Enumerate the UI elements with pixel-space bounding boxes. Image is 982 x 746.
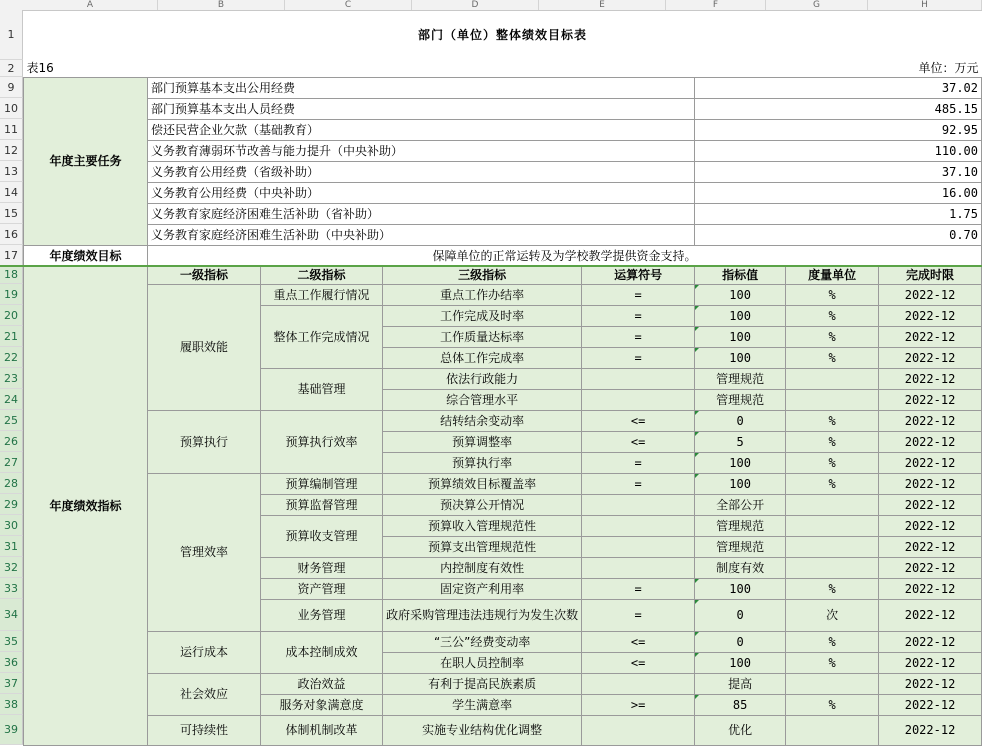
level2-cell[interactable]: 成本控制成效 xyxy=(260,631,382,673)
indicator-row xyxy=(24,473,982,494)
deadline-cell[interactable]: 2022-12 xyxy=(879,652,982,673)
level1-cell[interactable]: 可持续性 xyxy=(148,715,261,745)
task-name[interactable]: 义务教育薄弱环节改善与能力提升（中央补助） xyxy=(148,140,695,161)
task-name[interactable]: 部门预算基本支出人员经费 xyxy=(148,98,695,119)
row-header[interactable]: 23 xyxy=(0,368,23,389)
row-header[interactable]: 17 xyxy=(0,245,23,266)
unit-cell[interactable]: % xyxy=(786,284,879,305)
deadline-cell[interactable]: 2022-12 xyxy=(879,284,982,305)
operator-cell[interactable]: = xyxy=(582,578,695,599)
header-level2[interactable]: 二级指标 xyxy=(260,266,382,284)
column-header-e[interactable]: E xyxy=(539,0,666,10)
row-header[interactable]: 16 xyxy=(0,224,23,245)
level3-cell[interactable]: 预决算公开情况 xyxy=(383,494,582,515)
operator-cell[interactable] xyxy=(582,389,695,410)
level3-cell[interactable]: 内控制度有效性 xyxy=(383,557,582,578)
row-header[interactable]: 10 xyxy=(0,98,23,119)
value-cell[interactable]: 全部公开 xyxy=(695,494,786,515)
unit-cell[interactable]: % xyxy=(786,694,879,715)
level1-cell[interactable]: 社会效应 xyxy=(148,673,261,715)
header-level1[interactable]: 一级指标 xyxy=(148,266,261,284)
value-cell[interactable]: 100 xyxy=(695,347,786,368)
task-amount[interactable]: 110.00 xyxy=(695,140,982,161)
indicator-row xyxy=(24,631,982,652)
task-row xyxy=(24,98,982,119)
operator-cell[interactable]: = xyxy=(582,284,695,305)
row-header[interactable]: 31 xyxy=(0,536,23,557)
operator-cell[interactable] xyxy=(582,494,695,515)
value-cell[interactable]: 100 xyxy=(695,473,786,494)
goal-row xyxy=(24,245,982,266)
row-header[interactable]: 9 xyxy=(0,77,23,98)
unit-cell[interactable]: % xyxy=(786,305,879,326)
unit-cell[interactable]: % xyxy=(786,410,879,431)
level2-cell[interactable]: 预算监督管理 xyxy=(260,494,382,515)
operator-cell[interactable] xyxy=(582,515,695,536)
task-row xyxy=(24,224,982,245)
value-cell[interactable]: 管理规范 xyxy=(695,368,786,389)
level3-cell[interactable]: 工作完成及时率 xyxy=(383,305,582,326)
value-cell[interactable]: 制度有效 xyxy=(695,557,786,578)
unit-cell[interactable]: % xyxy=(786,578,879,599)
task-amount[interactable]: 37.10 xyxy=(695,161,982,182)
level3-cell[interactable]: 在职人员控制率 xyxy=(383,652,582,673)
column-header-d[interactable]: D xyxy=(412,0,539,10)
task-amount[interactable]: 1.75 xyxy=(695,203,982,224)
deadline-cell[interactable]: 2022-12 xyxy=(879,368,982,389)
level2-cell[interactable]: 业务管理 xyxy=(260,599,382,631)
task-name[interactable]: 义务教育公用经费（省级补助） xyxy=(148,161,695,182)
unit-cell[interactable] xyxy=(786,715,879,745)
unit-cell[interactable]: % xyxy=(786,452,879,473)
task-amount[interactable]: 37.02 xyxy=(695,77,982,98)
unit-cell[interactable]: % xyxy=(786,652,879,673)
value-cell[interactable]: 管理规范 xyxy=(695,536,786,557)
deadline-cell[interactable]: 2022-12 xyxy=(879,452,982,473)
level1-cell[interactable]: 履职效能 xyxy=(148,284,261,410)
row-header[interactable]: 32 xyxy=(0,557,23,578)
operator-cell[interactable]: >= xyxy=(582,694,695,715)
operator-cell[interactable] xyxy=(582,673,695,694)
indicator-row xyxy=(24,715,982,745)
level3-cell[interactable]: 有利于提高民族素质 xyxy=(383,673,582,694)
task-amount[interactable]: 485.15 xyxy=(695,98,982,119)
value-cell[interactable]: 0 xyxy=(695,599,786,631)
level3-cell[interactable]: 综合管理水平 xyxy=(383,389,582,410)
row-header[interactable]: 34 xyxy=(0,599,23,631)
row-header[interactable]: 28 xyxy=(0,473,23,494)
level2-cell[interactable]: 预算收支管理 xyxy=(260,515,382,557)
level2-cell[interactable]: 重点工作履行情况 xyxy=(260,284,382,305)
row-header[interactable]: 22 xyxy=(0,347,23,368)
unit-cell[interactable] xyxy=(786,494,879,515)
operator-cell[interactable] xyxy=(582,368,695,389)
value-cell[interactable]: 85 xyxy=(695,694,786,715)
row-header[interactable]: 25 xyxy=(0,410,23,431)
column-header-f[interactable]: F xyxy=(666,0,766,10)
level2-cell[interactable]: 资产管理 xyxy=(260,578,382,599)
selection-border xyxy=(0,265,982,267)
value-cell[interactable]: 100 xyxy=(695,652,786,673)
level3-cell[interactable]: 结转结余变动率 xyxy=(383,410,582,431)
operator-cell[interactable]: = xyxy=(582,305,695,326)
unit-cell[interactable] xyxy=(786,557,879,578)
row-header[interactable]: 35 xyxy=(0,631,23,652)
value-cell[interactable]: 0 xyxy=(695,410,786,431)
tasks-label[interactable]: 年度主要任务 xyxy=(24,77,148,245)
level3-cell[interactable]: 依法行政能力 xyxy=(383,368,582,389)
operator-cell[interactable] xyxy=(582,715,695,745)
value-cell[interactable]: 100 xyxy=(695,284,786,305)
level3-cell[interactable]: “三公”经费变动率 xyxy=(383,631,582,652)
operator-cell[interactable] xyxy=(582,536,695,557)
level3-cell[interactable]: 实施专业结构优化调整 xyxy=(383,715,582,745)
level3-cell[interactable]: 固定资产利用率 xyxy=(383,578,582,599)
level3-cell[interactable]: 预算收入管理规范性 xyxy=(383,515,582,536)
indicator-row xyxy=(24,673,982,694)
column-header-g[interactable]: G xyxy=(766,0,868,10)
row-header[interactable]: 15 xyxy=(0,203,23,224)
operator-cell[interactable]: = xyxy=(582,599,695,631)
row-header[interactable]: 27 xyxy=(0,452,23,473)
task-row xyxy=(24,77,982,98)
level3-cell[interactable]: 预算绩效目标覆盖率 xyxy=(383,473,582,494)
row-header[interactable]: 26 xyxy=(0,431,23,452)
unit-cell[interactable]: 次 xyxy=(786,599,879,631)
deadline-cell[interactable]: 2022-12 xyxy=(879,631,982,652)
deadline-cell[interactable]: 2022-12 xyxy=(879,410,982,431)
task-name[interactable]: 义务教育家庭经济困难生活补助（省补助） xyxy=(148,203,695,224)
value-cell[interactable]: 提高 xyxy=(695,673,786,694)
task-amount[interactable]: 0.70 xyxy=(695,224,982,245)
deadline-cell[interactable]: 2022-12 xyxy=(879,694,982,715)
column-header-h[interactable]: H xyxy=(868,0,982,10)
deadline-cell[interactable]: 2022-12 xyxy=(879,494,982,515)
operator-cell[interactable]: <= xyxy=(582,652,695,673)
level2-cell[interactable]: 财务管理 xyxy=(260,557,382,578)
level2-cell[interactable]: 体制机制改革 xyxy=(260,715,382,745)
row-header[interactable]: 12 xyxy=(0,140,23,161)
task-row xyxy=(24,119,982,140)
row-header[interactable]: 13 xyxy=(0,161,23,182)
operator-cell[interactable]: <= xyxy=(582,410,695,431)
row-header[interactable]: 18 xyxy=(0,266,23,284)
unit-cell[interactable] xyxy=(786,515,879,536)
level1-cell[interactable]: 运行成本 xyxy=(148,631,261,673)
row-header[interactable]: 19 xyxy=(0,284,23,305)
row-header[interactable]: 29 xyxy=(0,494,23,515)
task-row xyxy=(24,203,982,224)
deadline-cell[interactable]: 2022-12 xyxy=(879,715,982,745)
task-name[interactable]: 偿还民营企业欠款（基础教育） xyxy=(148,119,695,140)
level2-cell[interactable]: 服务对象满意度 xyxy=(260,694,382,715)
unit-label[interactable]: 单位：万元 xyxy=(918,61,979,76)
level1-cell[interactable]: 管理效率 xyxy=(148,473,261,631)
level3-cell[interactable]: 总体工作完成率 xyxy=(383,347,582,368)
deadline-cell[interactable]: 2022-12 xyxy=(879,673,982,694)
value-cell[interactable]: 管理规范 xyxy=(695,389,786,410)
meta-row xyxy=(24,60,982,77)
task-row xyxy=(24,161,982,182)
row-header[interactable]: 37 xyxy=(0,673,23,694)
operator-cell[interactable]: <= xyxy=(582,431,695,452)
deadline-cell[interactable]: 2022-12 xyxy=(879,389,982,410)
unit-cell[interactable] xyxy=(786,389,879,410)
task-row xyxy=(24,140,982,161)
task-row xyxy=(24,182,982,203)
unit-cell[interactable]: % xyxy=(786,347,879,368)
unit-cell[interactable] xyxy=(786,368,879,389)
level2-cell[interactable]: 基础管理 xyxy=(260,368,382,410)
level2-cell[interactable]: 预算执行效率 xyxy=(260,410,382,473)
table-number[interactable]: 表16 xyxy=(26,61,54,76)
level3-cell[interactable]: 工作质量达标率 xyxy=(383,326,582,347)
goal-text[interactable]: 保障单位的正常运转及为学校教学提供资金支持。 xyxy=(148,245,982,266)
indicator-row xyxy=(24,284,982,305)
row-header[interactable]: 2 xyxy=(0,60,23,77)
task-name[interactable]: 部门预算基本支出公用经费 xyxy=(148,77,695,98)
header-value[interactable]: 指标值 xyxy=(695,266,786,284)
unit-cell[interactable]: % xyxy=(786,473,879,494)
header-unit[interactable]: 度量单位 xyxy=(786,266,879,284)
level3-cell[interactable]: 预算调整率 xyxy=(383,431,582,452)
level2-cell[interactable]: 政治效益 xyxy=(260,673,382,694)
operator-cell[interactable] xyxy=(582,557,695,578)
unit-cell[interactable] xyxy=(786,673,879,694)
operator-cell[interactable]: = xyxy=(582,326,695,347)
indicator-header-row xyxy=(24,266,982,284)
operator-cell[interactable]: = xyxy=(582,347,695,368)
header-operator[interactable]: 运算符号 xyxy=(582,266,695,284)
level2-cell[interactable]: 整体工作完成情况 xyxy=(260,305,382,368)
row-header[interactable]: 1 xyxy=(0,10,23,60)
goal-label[interactable]: 年度绩效目标 xyxy=(24,245,148,266)
level3-cell[interactable]: 重点工作办结率 xyxy=(383,284,582,305)
value-cell[interactable]: 100 xyxy=(695,305,786,326)
level1-cell[interactable]: 预算执行 xyxy=(148,410,261,473)
row-header[interactable]: 20 xyxy=(0,305,23,326)
row-header[interactable]: 36 xyxy=(0,652,23,673)
unit-cell[interactable]: % xyxy=(786,431,879,452)
task-name[interactable]: 义务教育公用经费（中央补助） xyxy=(148,182,695,203)
deadline-cell[interactable]: 2022-12 xyxy=(879,536,982,557)
task-amount[interactable]: 16.00 xyxy=(695,182,982,203)
unit-cell[interactable]: % xyxy=(786,631,879,652)
deadline-cell[interactable]: 2022-12 xyxy=(879,347,982,368)
column-header-b[interactable]: B xyxy=(158,0,285,10)
row-header[interactable]: 33 xyxy=(0,578,23,599)
operator-cell[interactable]: <= xyxy=(582,631,695,652)
row-header[interactable]: 30 xyxy=(0,515,23,536)
row-header[interactable]: 21 xyxy=(0,326,23,347)
value-cell[interactable]: 100 xyxy=(695,452,786,473)
value-cell[interactable]: 5 xyxy=(695,431,786,452)
value-cell[interactable]: 100 xyxy=(695,326,786,347)
value-cell[interactable]: 管理规范 xyxy=(695,515,786,536)
deadline-cell[interactable]: 2022-12 xyxy=(879,473,982,494)
unit-cell[interactable] xyxy=(786,536,879,557)
level2-cell[interactable]: 预算编制管理 xyxy=(260,473,382,494)
header-deadline[interactable]: 完成时限 xyxy=(879,266,982,284)
column-header-a[interactable]: A xyxy=(23,0,158,10)
row-header[interactable]: 24 xyxy=(0,389,23,410)
header-level3[interactable]: 三级指标 xyxy=(383,266,582,284)
deadline-cell[interactable]: 2022-12 xyxy=(879,305,982,326)
deadline-cell[interactable]: 2022-12 xyxy=(879,431,982,452)
deadline-cell[interactable]: 2022-12 xyxy=(879,326,982,347)
level3-cell[interactable]: 政府采购管理违法违规行为发生次数 xyxy=(383,599,582,631)
deadline-cell[interactable]: 2022-12 xyxy=(879,578,982,599)
deadline-cell[interactable]: 2022-12 xyxy=(879,515,982,536)
sheet-title[interactable]: 部门（单位）整体绩效目标表 xyxy=(417,28,587,42)
operator-cell[interactable]: = xyxy=(582,452,695,473)
operator-cell[interactable]: = xyxy=(582,473,695,494)
row-header[interactable]: 38 xyxy=(0,694,23,715)
row-header[interactable]: 39 xyxy=(0,715,23,745)
task-name[interactable]: 义务教育家庭经济困难生活补助（中央补助） xyxy=(148,224,695,245)
level3-cell[interactable]: 学生满意率 xyxy=(383,694,582,715)
column-header-c[interactable]: C xyxy=(285,0,412,10)
row-header[interactable]: 14 xyxy=(0,182,23,203)
unit-cell[interactable]: % xyxy=(786,326,879,347)
level3-cell[interactable]: 预算支出管理规范性 xyxy=(383,536,582,557)
performance-target-sheet xyxy=(23,10,982,746)
task-amount[interactable]: 92.95 xyxy=(695,119,982,140)
indicator-row xyxy=(24,410,982,431)
value-cell[interactable]: 100 xyxy=(695,578,786,599)
row-header[interactable]: 11 xyxy=(0,119,23,140)
deadline-cell[interactable]: 2022-12 xyxy=(879,557,982,578)
deadline-cell[interactable]: 2022-12 xyxy=(879,599,982,631)
title-row xyxy=(24,10,982,60)
level3-cell[interactable]: 预算执行率 xyxy=(383,452,582,473)
indicators-label[interactable]: 年度绩效指标 xyxy=(24,266,148,745)
value-cell[interactable]: 0 xyxy=(695,631,786,652)
value-cell[interactable]: 优化 xyxy=(695,715,786,745)
